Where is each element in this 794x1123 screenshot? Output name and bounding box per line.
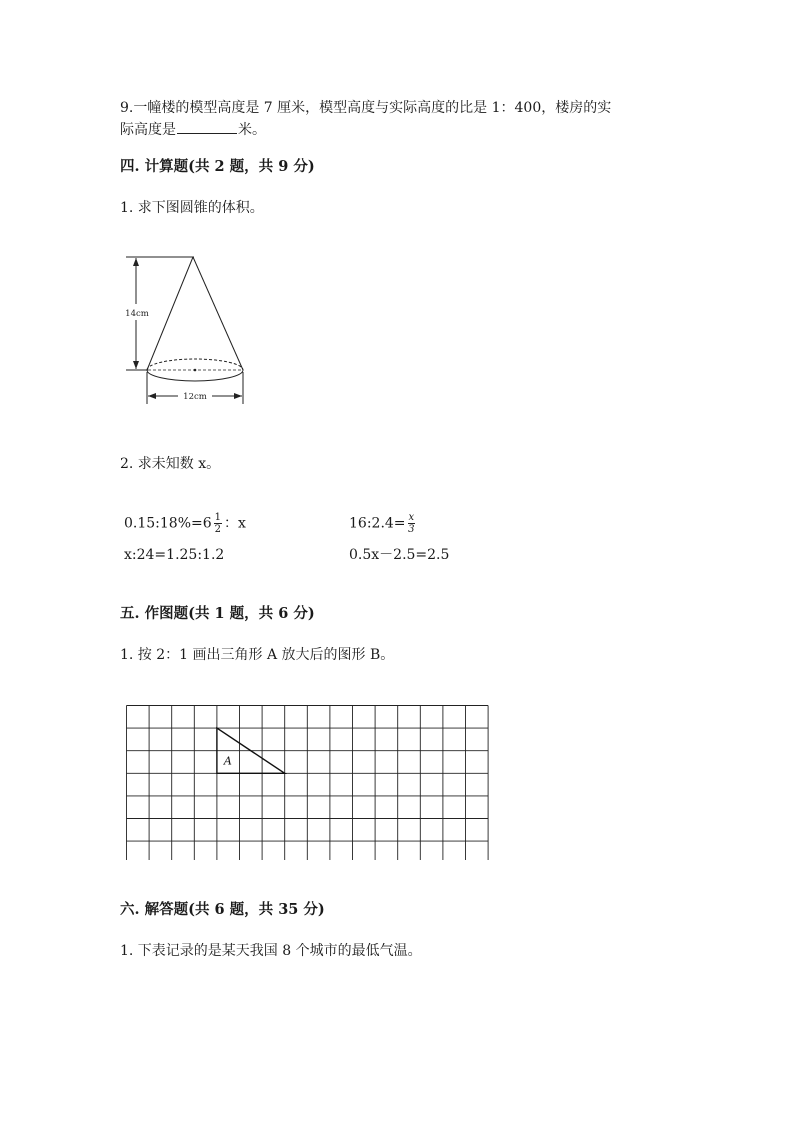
section-6-question-1: 1. 下表记录的是某天我国 8 个城市的最低气温。 [120, 943, 422, 959]
equation-2 [349, 512, 417, 535]
cone-right-side [193, 257, 243, 370]
question-9-line1: 9.一幢楼的模型高度是 7 厘米，模型高度与实际高度的比是 1：400，楼房的实 [120, 100, 612, 116]
equation-1 [124, 512, 246, 535]
equation-2-fraction-numerator: x [408, 512, 415, 523]
equation-2-fraction [408, 512, 416, 535]
equation-1-fraction-numerator: 1 [214, 512, 222, 523]
section-4-title: 四. 计算题(共 2 题，共 9 分) [120, 158, 315, 175]
equation-3: x:24=1.25:1.2 [124, 547, 225, 563]
question-9-line2-suffix: 米。 [238, 122, 266, 138]
height-arrow-bottom [133, 361, 139, 369]
triangle-a-label: A [223, 754, 232, 768]
cone-figure [118, 248, 258, 408]
equation-1-left: 0.15:18%=6 [124, 515, 212, 532]
section-5-question-1: 1. 按 2：1 画出三角形 A 放大后的图形 B。 [120, 647, 395, 663]
question-9-line2-prefix: 际高度是 [120, 122, 176, 138]
section-4-question-2: 2. 求未知数 x。 [120, 456, 221, 472]
grid-lines [127, 706, 489, 861]
cone-base-back-arc [147, 359, 243, 370]
cone-center-point [194, 369, 197, 372]
equation-1-fraction-denominator: 2 [214, 524, 222, 535]
equation-1-right: ：x [224, 515, 246, 532]
equation-2-fraction-denominator: 3 [408, 524, 415, 535]
diameter-arrow-right [234, 393, 242, 399]
section-6-title: 六. 解答题(共 6 题，共 35 分) [120, 901, 325, 918]
diameter-arrow-left [148, 393, 156, 399]
equation-4: 0.5x－2.5=2.5 [349, 547, 450, 563]
question-9-line2 [120, 119, 266, 140]
drawing-grid[interactable] [120, 700, 495, 860]
equation-1-fraction [214, 512, 222, 535]
section-4-question-1: 1. 求下图圆锥的体积。 [120, 200, 264, 216]
section-5-title: 五. 作图题(共 1 题，共 6 分) [120, 605, 315, 622]
diameter-label: 12cm [183, 392, 207, 402]
cone-left-side [147, 257, 193, 370]
answer-blank[interactable] [177, 119, 237, 134]
height-arrow-top [133, 258, 139, 266]
equation-2-left: 16:2.4= [349, 515, 406, 532]
cone-base-front-arc [147, 370, 243, 381]
height-label: 14cm [125, 309, 149, 319]
